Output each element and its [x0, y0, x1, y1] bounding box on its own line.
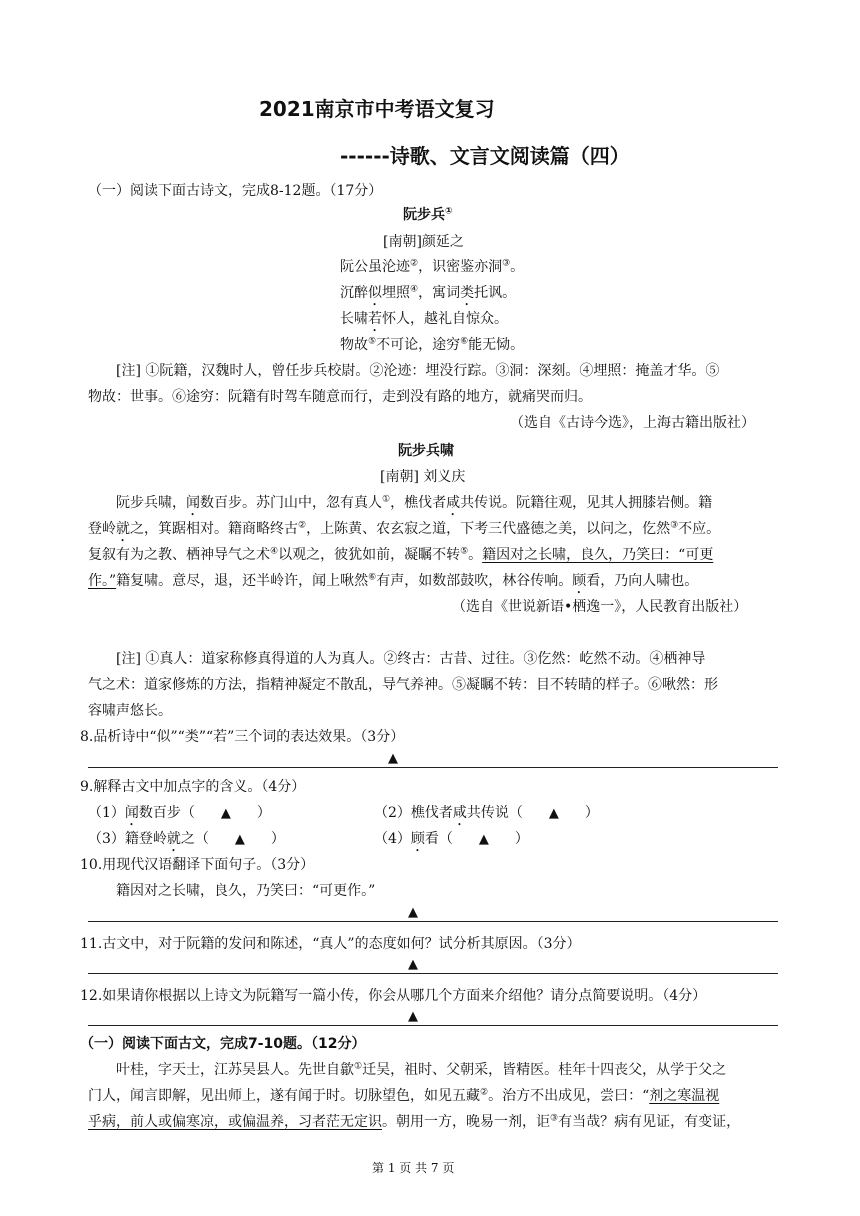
prose-source: （选自《世说新语•栖逸一》，人民教育出版社） [452, 599, 748, 615]
prose-note-line-1: [注] ①真人：道家称修真得道的人为真人。②终古：古昔、过往。③仡然：屹然不动。④栖神导 [116, 651, 706, 667]
poem-line-4: 物故⑤不可论，途穷⑥能无恸。 [340, 336, 525, 353]
answer-mark-q11: ▲ [408, 957, 418, 972]
prose-note-line-3: 容啸声悠长。 [88, 703, 172, 719]
question-12: 12.如果请你根据以上诗文为阮籍写一篇小传，你会从哪几个方面来介绍他？请分点简要说明。（4分） [80, 988, 707, 1004]
question-11: 11.古文中，对于阮籍的发问和陈述，“真人”的态度如何？试分析其原因。（3分） [80, 936, 581, 952]
poem-note-line-1: [注] ①阮籍，汉魏时人，曾任步兵校尉。②沦迹：埋没行踪。③洞：深刻。④埋照：掩盖才华。⑤ [116, 363, 720, 379]
poem-source: （选自《古诗今选》，上海古籍出版社） [510, 415, 755, 431]
question-10: 10.用现代汉语翻译下面句子。（3分） [80, 857, 315, 873]
poem-author: [南朝]颜延之 [383, 234, 464, 250]
section2-intro: （一）阅读下面古文，完成7-10题。（12分） [80, 1036, 366, 1052]
doc-title: 2021南京市中考语文复习 [259, 97, 495, 121]
prose-author: [南朝] 刘义庆 [380, 469, 466, 485]
question-8: 8.品析诗中“似”“类”“若”三个词的表达效果。（3分） [80, 729, 405, 745]
answer-mark-q8: ▲ [388, 751, 398, 766]
question-9: 9.解释古文中加点字的含义。（4分） [80, 779, 306, 795]
prose-line-2: 登岭就之，箕踞相对。籍商略终古②，上陈黄、农玄寂之道，下考三代盛德之美，以问之，仡然③不应。 [88, 520, 721, 537]
poem-line-1: 阮公虽沦迹②，识密鉴亦洞③。 [340, 258, 525, 275]
prose-line-4: 作。”籍复啸。意尽，退，还半岭许，闻上啾然⑥有声，如数部鼓吹，林谷传响。顾看，乃向人啸也。 [88, 572, 699, 589]
answer-line-q12[interactable] [88, 1025, 778, 1026]
answer-mark-q9-1[interactable]: ▲ [220, 806, 231, 821]
answer-mark-q9-4[interactable]: ▲ [478, 832, 489, 847]
section2-line-2: 门人，闻言即解，见出师上，遂有闻于时。切脉望色，如见五藏②。治方不出成见，尝曰：“剂之寒温视 [88, 1087, 720, 1104]
question-10-sentence: 籍因对之长啸，良久，乃笑曰：“可更作。” [116, 883, 376, 899]
section2-line-1: 叶桂，字天士，江苏吴县人。先世自歙①迁吴，祖时、父朝采，皆精医。桂年十四丧父，从学于父之 [116, 1061, 727, 1078]
page-footer: 第 1 页 共 7 页 [372, 1161, 455, 1175]
poem-note-line-2: 物故：世事。⑥途穷：阮籍有时驾车随意而行，走到没有路的地方，就痛哭而归。 [88, 389, 592, 405]
answer-line-q8[interactable] [88, 767, 778, 768]
answer-line-q11[interactable] [88, 973, 778, 974]
answer-mark-q9-3[interactable]: ▲ [234, 832, 245, 847]
poem-title: 阮步兵① [403, 206, 453, 223]
poem-line-2: 沉醉似埋照④，寓词类托讽。 [340, 284, 517, 301]
prose-title: 阮步兵啸 [398, 443, 454, 459]
answer-mark-q12: ▲ [408, 1009, 418, 1024]
section1-intro: （一）阅读下面古诗文，完成8-12题。（17分） [88, 183, 383, 199]
prose-line-1: 阮步兵啸，闻数百步。苏门山中，忽有真人①，樵伐者咸共传说。阮籍往观，见其人拥膝岩侧。籍 [116, 494, 713, 511]
poem-line-3: 长啸若怀人，越礼自惊众。 [340, 311, 508, 327]
section2-line-3: 乎病，前人或偏寒凉，或偏温养，习者茫无定识。朝用一方，晚易一剂，讵③有当哉？病有见证，有变证， [88, 1113, 741, 1130]
question-9-item-1: （1）闻数百步（ ▲ ） [88, 805, 271, 821]
question-9-item-2: （2）樵伐者咸共传说（ ▲ ） [374, 805, 599, 821]
prose-line-3: 复叙有为之教、栖神导气之术④以观之，彼犹如前，凝瞩不转⑤。籍因对之长啸，良久，乃笑曰：“可更 [88, 546, 714, 563]
question-9-item-3: （3）籍登岭就之（ ▲ ） [88, 831, 285, 847]
doc-subtitle: ------诗歌、文言文阅读篇（四） [340, 144, 630, 168]
question-9-item-4: （4）顾看（ ▲ ） [374, 831, 529, 847]
prose-note-line-2: 气之术：道家修炼的方法，指精神凝定不散乱，导气养神。⑤凝瞩不转：目不转睛的样子。⑥啾然：形 [88, 677, 718, 693]
answer-mark-q9-2[interactable]: ▲ [548, 806, 559, 821]
answer-line-q10[interactable] [88, 921, 778, 922]
answer-mark-q10: ▲ [408, 905, 418, 920]
